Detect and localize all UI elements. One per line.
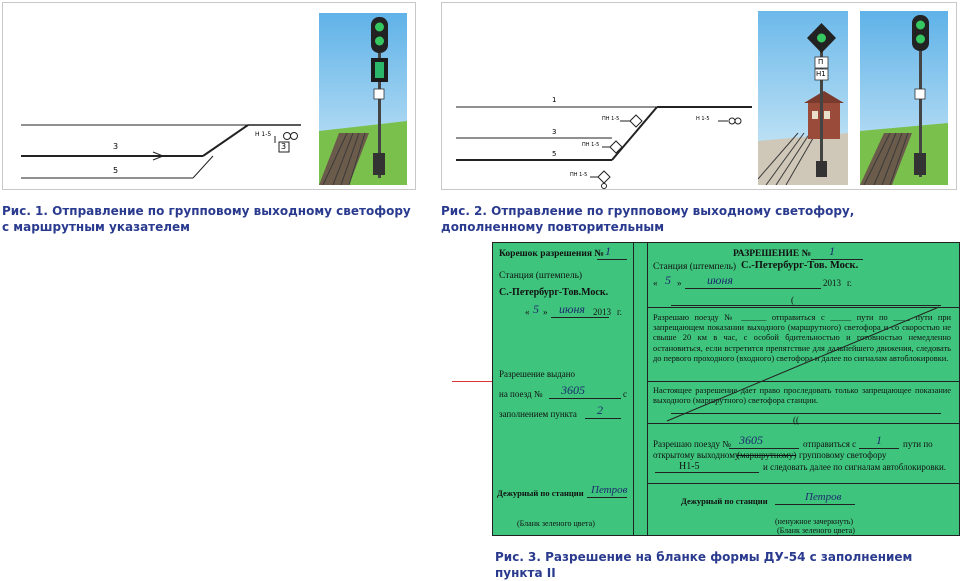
signal-label-d: ПН 1-5 — [570, 172, 588, 178]
figure-3-caption: Рис. 3. Разрешение на бланке формы ДУ-54 с заполнением пункта II — [495, 550, 913, 580]
permit-duty-line — [775, 504, 855, 505]
item2-end: и следовать далее по сигналам автоблокировки. — [763, 462, 947, 472]
permit-duty-label: Дежурный по станции — [681, 496, 768, 506]
stub-duty-value: Петров — [591, 484, 628, 496]
permit-station-value: С.-Петербург-Тов. Моск. — [741, 260, 859, 271]
signal-photo-1 — [319, 13, 407, 185]
stub-train-label: на поезд № — [499, 389, 543, 399]
stub-train-line — [549, 398, 621, 399]
permit-date-line — [685, 288, 821, 289]
permit-number: 1 — [829, 244, 835, 258]
track-3-label: 3 — [113, 142, 119, 151]
stub-date-open: « — [525, 307, 530, 317]
figure-1-panel — [2, 2, 416, 190]
item2-line2-b: групповому светофору — [799, 450, 887, 460]
permit-title: РАЗРЕШЕНИЕ № — [733, 249, 812, 259]
exit-signal-photo-image — [860, 11, 948, 185]
stub-train-suffix: с — [623, 389, 627, 399]
permit-date-day: 5 — [665, 273, 671, 287]
item2-train-line — [729, 448, 799, 449]
item2-track: 1 — [876, 433, 882, 447]
stub-item-label: заполнением пункта — [499, 409, 577, 419]
stub-date-year: 2013 — [593, 307, 611, 317]
figure-2-caption: Рис. 2. Отправление по групповому выходному светофору, дополненному повторительным — [441, 204, 855, 234]
item1-text: Разрешаю поезду № ______ отправиться с _____ пути по ____ пути при запрещающем показании выходного (маршрутного) светофора и со скоростью не свыше 20 км в час, с особой бдительностью и готовностью немедленно остановиться, если встретится препятствие для дальнейшего движения, следовать до первого проходного (входного) светофора и далее по сигналам автоблокировки. — [653, 313, 951, 363]
item2-signal: Н1-5 — [679, 461, 700, 472]
stub-issued-label: Разрешение выдано — [499, 369, 576, 379]
item2-line2-strike: (маршрутному) — [737, 450, 797, 460]
figure-2-track-diagram — [442, 3, 752, 189]
stub-duty-line — [587, 497, 627, 498]
track-3-label: 3 — [552, 128, 557, 136]
item2-signal-line — [655, 472, 759, 473]
stub-inner-border — [633, 243, 634, 535]
stub-blank-note: (Бланк зеленого цвета) — [517, 519, 595, 528]
repeater-sign-bottom: Н1 — [816, 70, 826, 78]
stub-train-value: 3605 — [561, 383, 585, 397]
stub-title: Корешок разрешения № — [499, 249, 604, 259]
bottom-rule — [647, 483, 959, 484]
signal-label-b: Н 1-5 — [696, 116, 710, 122]
exit-signal-photo — [860, 11, 948, 185]
repeater-sign-top: П — [818, 58, 824, 66]
permit-blank-note: (Бланк зеленого цвета) — [777, 526, 855, 535]
stub-station-label: Станция (штемпель) — [499, 271, 583, 281]
item1-strike-line — [647, 303, 959, 433]
repeater-signal-photo-image — [758, 11, 848, 185]
stub-duty-label: Дежурный по станции — [497, 488, 584, 498]
permit-duty-value: Петров — [805, 491, 842, 503]
permit-date-open: « — [653, 278, 658, 288]
track-5-label: 5 — [113, 166, 119, 175]
stub-date-month: июня — [559, 302, 585, 316]
figure-1-track-diagram — [3, 3, 303, 189]
stub-date-day: 5 — [533, 302, 539, 316]
route-indicator-label: 3 — [281, 142, 287, 151]
permit-date-year-suffix: г. — [847, 278, 852, 288]
track-1-label: 1 — [552, 96, 557, 104]
time-mark-2: (( — [793, 415, 799, 425]
stub-date-close: » — [543, 307, 548, 317]
permit-date-month: июня — [707, 273, 733, 287]
figure-2-panel — [441, 2, 957, 190]
item2-track-suffix: пути по — [903, 439, 933, 449]
item2-train: 3605 — [739, 433, 763, 447]
signal-label-c: ПН 1-5 — [582, 142, 600, 148]
stub-station-value: С.-Петербург-Тов.Моск. — [499, 287, 609, 298]
figure-1-caption: Рис. 1. Отправление по групповому выходному светофору с маршрутным указателем — [2, 204, 411, 234]
signal-photo-1-image — [319, 13, 407, 185]
time-mark-1: ( — [791, 295, 794, 305]
item2-depart: отправиться с — [803, 439, 857, 449]
item2-prefix: Разрешаю поезду № — [653, 439, 731, 449]
form-du54 — [492, 242, 960, 536]
stub-number: 1 — [605, 244, 611, 258]
signal-label-a: ПН 1-5 — [602, 116, 620, 122]
note-text: Настоящее разрешение дает право проследовать только запрещающее показание выходного (маршрутного) светофора станции. — [653, 386, 951, 406]
permit-date-year: 2013 — [823, 278, 841, 288]
stub-item-line — [585, 418, 621, 419]
repeater-signal-photo — [758, 11, 848, 185]
track-5-label: 5 — [552, 150, 557, 158]
strike-note: (ненужное зачеркнуть) — [775, 517, 854, 526]
stub-date-year-suffix: г. — [617, 307, 622, 317]
item2-track-line — [859, 448, 899, 449]
permit-station-label: Станция (штемпель) — [653, 262, 737, 272]
signal-label: Н 1-5 — [255, 131, 272, 138]
stub-item-value: 2 — [597, 403, 603, 417]
item2-line2-a: открытому выходному — [653, 450, 740, 460]
permit-date-close: » — [677, 278, 682, 288]
stub-number-line — [597, 259, 627, 260]
